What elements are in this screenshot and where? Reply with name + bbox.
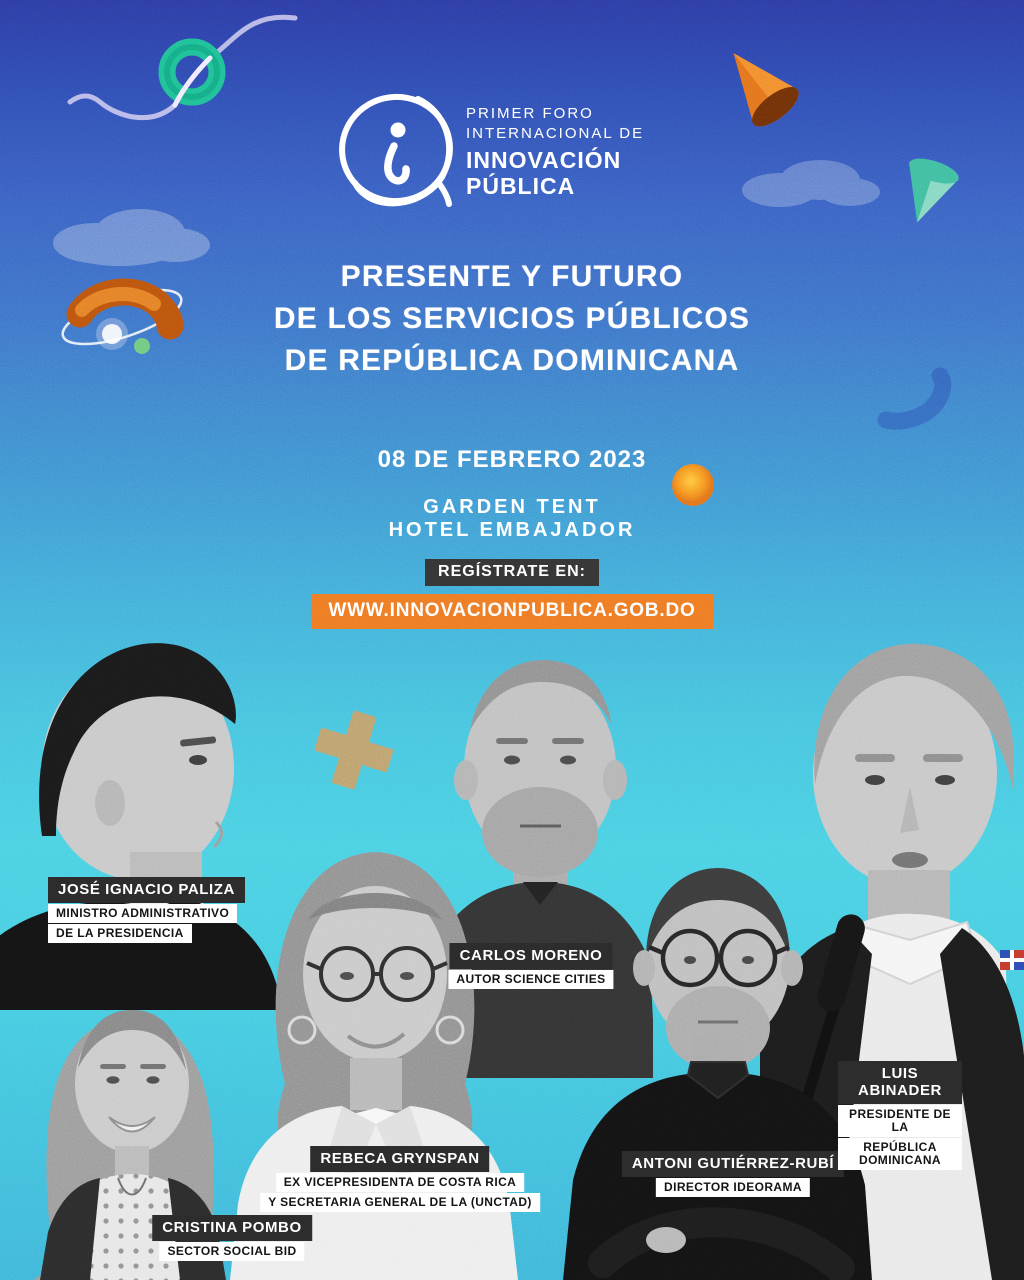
speaker-name-badge: REBECA GRYNSPAN	[310, 1146, 489, 1172]
teal-cone-icon	[895, 158, 960, 226]
event-date: 08 DE FEBRERO 2023	[377, 446, 647, 473]
speaker-label-luis-abinader	[838, 1060, 962, 1170]
title-line-2: DE LOS SERVICIOS PÚBLICOS	[273, 302, 751, 335]
venue-line-1: GARDEN TENT	[423, 496, 601, 518]
venue-line-2: HOTEL EMBAJADOR	[388, 519, 636, 541]
logo-line-4: PÚBLICA	[466, 173, 576, 199]
poster-title	[0, 256, 1024, 382]
register-label-badge: REGÍSTRATE EN:	[425, 559, 599, 586]
speaker-name-badge: ANTONI GUTIÉRREZ-RUBÍ	[622, 1151, 844, 1177]
speaker-role-badge: MINISTRO ADMINISTRATIVO	[48, 904, 237, 923]
title-line-3: DE REPÚBLICA DOMINICANA	[284, 344, 740, 377]
speaker-label-jose-ignacio-paliza	[48, 876, 245, 943]
register-row	[0, 559, 1024, 586]
speaker-role-badge: AUTOR SCIENCE CITIES	[448, 970, 613, 989]
speaker-role-badge: DIRECTOR IDEORAMA	[656, 1178, 810, 1197]
speaker-role-badge: Y SECRETARIA GENERAL DE LA (UNCTAD)	[260, 1193, 540, 1212]
speaker-role-badge: DE LA PRESIDENCIA	[48, 924, 192, 943]
speaker-name-badge: CRISTINA POMBO	[152, 1215, 312, 1241]
speaker-label-antoni-gutierrez-rubi	[622, 1150, 844, 1197]
innovacion-publica-i-logo	[334, 90, 460, 214]
logo-line-3: INNOVACIÓN	[466, 147, 622, 173]
speaker-label-cristina-pombo	[152, 1214, 312, 1261]
speaker-label-rebeca-grynspan	[260, 1145, 540, 1212]
register-url-row	[0, 594, 1024, 629]
speaker-role-badge: REPÚBLICA DOMINICANA	[838, 1138, 962, 1170]
speaker-name-badge: JOSÉ IGNACIO PALIZA	[48, 877, 245, 903]
speaker-name-badge: CARLOS MORENO	[450, 943, 613, 969]
speaker-role-badge: SECTOR SOCIAL BID	[159, 1242, 304, 1261]
speaker-name-badge: LUIS ABINADER	[838, 1061, 962, 1104]
logo-line-1: PRIMER FORO	[466, 105, 594, 122]
thread-ring-icon	[60, 10, 310, 140]
logo-line-2: INTERNACIONAL DE	[466, 125, 645, 142]
orange-cone-icon	[718, 42, 803, 132]
photo-antoni-gutierrez-rubi	[548, 848, 883, 1280]
flag-pin-icon	[1000, 950, 1024, 970]
speaker-label-carlos-moreno	[448, 942, 613, 989]
register-url-badge[interactable]: WWW.INNOVACIONPUBLICA.GOB.DO	[311, 594, 712, 629]
event-venue	[0, 496, 1024, 542]
cloud-shape	[735, 150, 885, 215]
title-line-1: PRESENTE Y FUTURO	[340, 260, 684, 293]
plus-cross-icon	[312, 706, 396, 794]
speaker-role-badge: PRESIDENTE DE LA	[838, 1105, 962, 1137]
logo-text	[466, 104, 644, 199]
speaker-role-badge: EX VICEPRESIDENTA DE COSTA RICA	[276, 1173, 524, 1192]
